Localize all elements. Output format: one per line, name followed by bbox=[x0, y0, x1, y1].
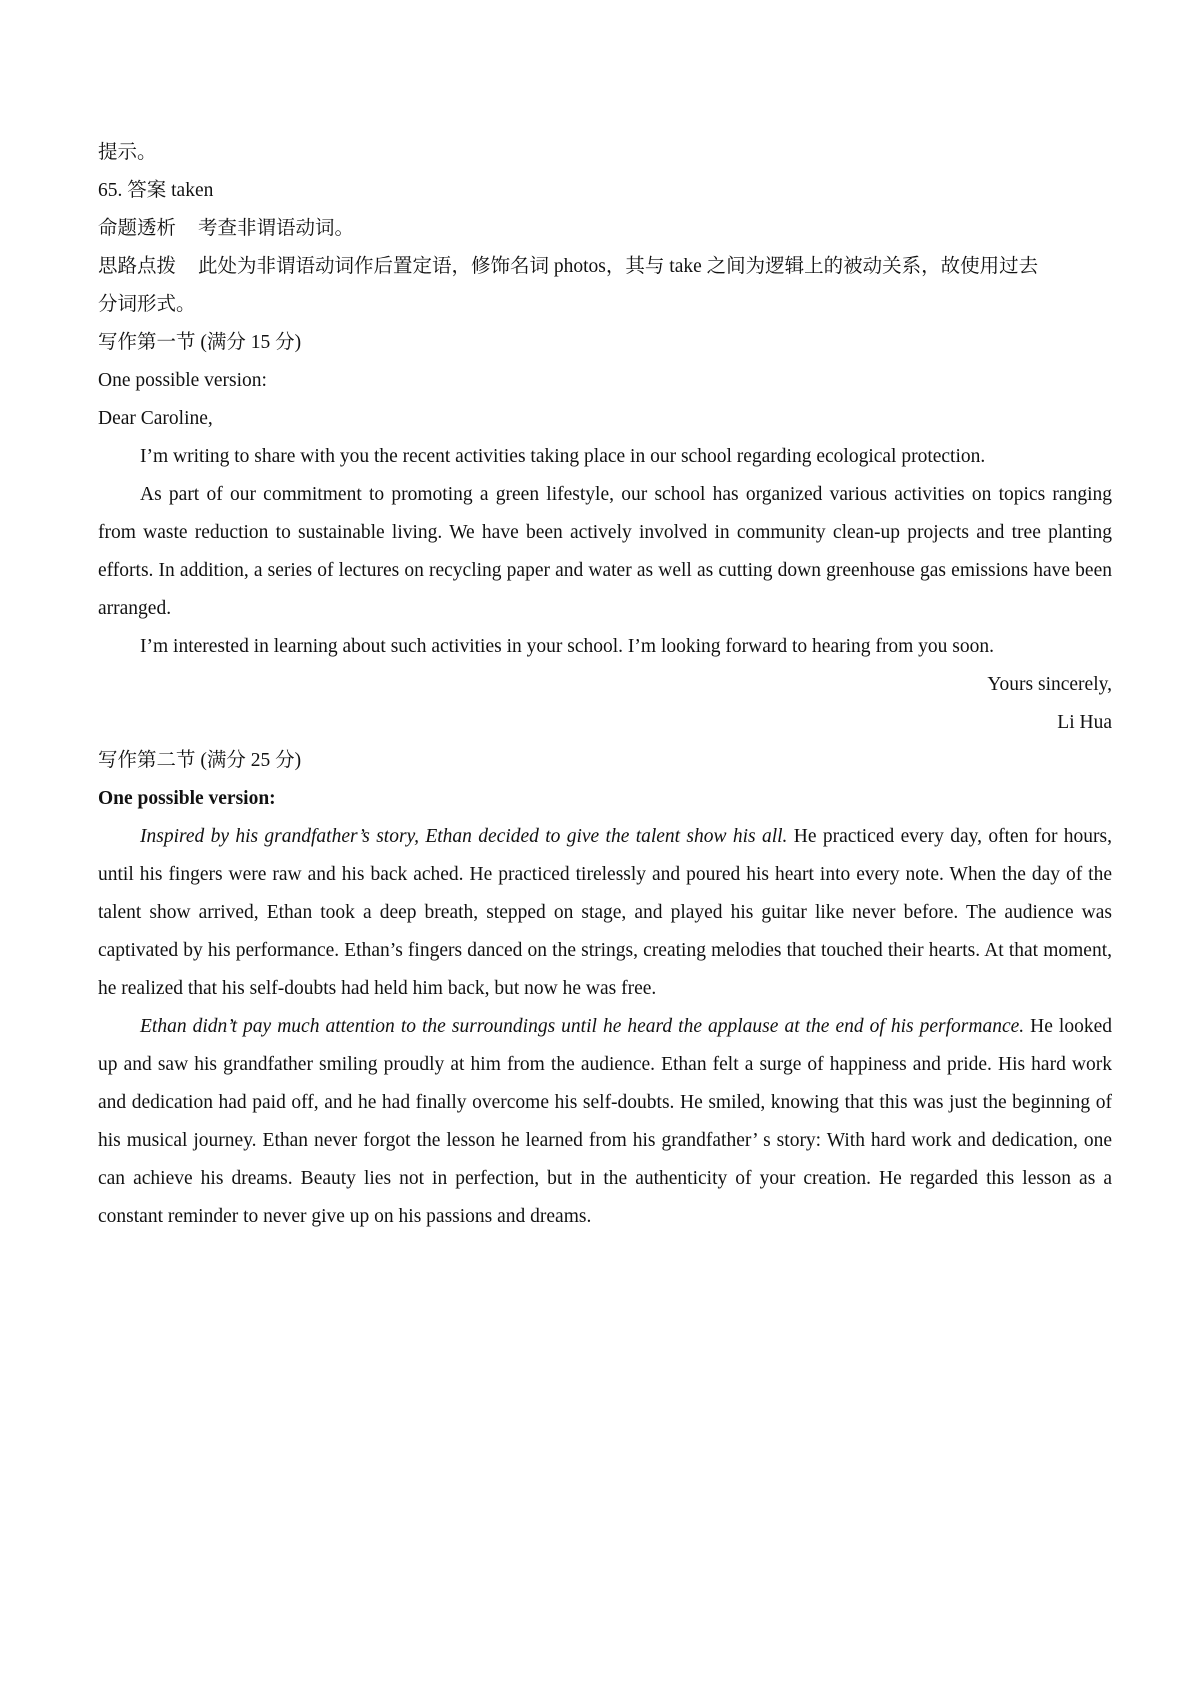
q65-answer: taken bbox=[171, 180, 214, 201]
letter-signature: Li Hua bbox=[1057, 712, 1112, 733]
letter-paragraph: I’m writing to share with you the recent activities taking place in our school regarding ecological protection. bbox=[140, 446, 986, 467]
story-paragraph-2-body: He looked up and saw his grandfather smiling proudly at him from the audience. Ethan felt a surge of happiness and pride. His hard work and dedication had paid off, and he had finally overcome his self-doubts. He smiled, knowing that this was just the beginning of his musical journey. Ethan never forgot the lesson he learned from his grandfather’ s story: With hard work and dedication, one can achieve his dreams. Beauty lies not in perfection, but in the authenticity of your creation. He regarded this lesson as a constant reminder to never give up on his passions and dreams. bbox=[98, 1016, 1112, 1227]
writing2-version-label: One possible version: bbox=[98, 788, 276, 809]
writing1-version-label: One possible version: bbox=[98, 370, 267, 391]
story-paragraph-1-lead: Inspired by his grandfather’s story, Ethan decided to give the talent show his all. bbox=[140, 826, 788, 847]
story-paragraph-1-body: He practiced every day, often for hours, until his fingers were raw and his back ached. He practiced tirelessly and poured his heart into every note. When the day of the talent show arrived, Ethan took a deep breath, stepped on stage, and played his guitar like never before. The audience was captivated by his performance. Ethan’s fingers danced on the strings, creating melodies that touched their hearts. At that moment, he realized that his self-doubts had held him back, but now he was free. bbox=[98, 826, 1113, 999]
story-paragraph-1 bbox=[98, 818, 1112, 1008]
q65-hint-line bbox=[98, 248, 1112, 286]
previous-answer-tail: 提示。 bbox=[98, 142, 157, 163]
q65-hint-continuation: 分词形式。 bbox=[98, 294, 196, 315]
writing2-heading: 写作第二节 (满分 25 分) bbox=[98, 750, 302, 771]
q65-number: 65. bbox=[98, 180, 123, 201]
document-page bbox=[98, 134, 1112, 1236]
q65-hint-text: 此处为非谓语动词作后置定语，修饰名词 photos，其与 take 之间为逻辑上的被动关系，故使用过去 bbox=[198, 256, 1039, 277]
q65-analysis-line bbox=[98, 210, 1112, 248]
q65-answer-label: 答案 bbox=[127, 180, 167, 201]
letter-closing: Yours sincerely, bbox=[987, 674, 1112, 695]
letter-paragraph: As part of our commitment to promoting a green lifestyle, our school has organized various activities on topics ranging from waste reduction to sustainable living. We have been actively involved in community clean-up projects and tree planting efforts. In addition, a series of lectures on recycling paper and water as well as cutting down greenhouse gas emissions have been arranged. bbox=[98, 484, 1112, 619]
writing1-heading: 写作第一节 (满分 15 分) bbox=[98, 332, 302, 353]
q65-analysis: 考查非谓语动词。 bbox=[198, 218, 355, 239]
letter-paragraph: I’m interested in learning about such activities in your school. I’m looking forward to hearing from you soon. bbox=[140, 636, 995, 657]
q65-answer-line bbox=[98, 172, 1112, 210]
story-paragraph-2 bbox=[98, 1008, 1112, 1236]
letter-salutation: Dear Caroline, bbox=[98, 408, 213, 429]
q65-analysis-label: 命题透析 bbox=[98, 218, 177, 239]
story-paragraph-2-lead: Ethan didn’t pay much attention to the surroundings until he heard the applause at the end of his performance. bbox=[140, 1016, 1025, 1037]
q65-hint-label: 思路点拨 bbox=[98, 256, 177, 277]
